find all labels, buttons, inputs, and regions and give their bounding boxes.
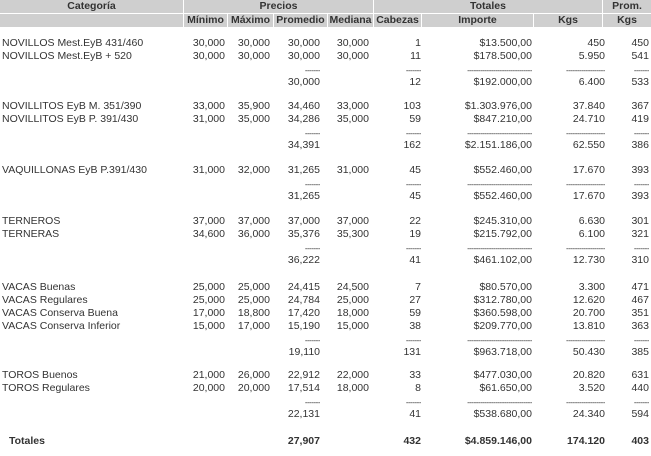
category-label: VAQUILLONAS EyB P.391/430 [2,164,147,176]
cell-imp: $477.030,00 [473,369,532,381]
cell-imp: $1.303.976,00 [464,100,532,112]
subtotal-avg: 34,391 [287,139,320,151]
cell-prom: 631 [631,369,649,381]
separator-dashes: ------- [405,245,421,253]
cell-min: 20,000 [192,382,225,394]
category-label: VACAS Conserva Inferior [2,320,121,332]
separator-dashes: ------------------------------ [467,337,532,345]
cell-med: 22,000 [336,369,369,381]
cell-avg: 35,376 [287,228,320,240]
category-label: VACAS Regulares [2,294,88,306]
cell-med: 25,000 [336,294,369,306]
subtotal-prom: 310 [631,254,649,266]
cell-prom: 363 [631,320,649,332]
subtotal-cab: 131 [403,346,421,358]
subtotal-cab: 45 [409,190,421,202]
separator-dashes: ------------------------------ [467,181,532,189]
cell-kgs: 6.100 [578,228,605,240]
cell-max: 20,000 [237,382,270,394]
cell-max: 36,000 [237,228,270,240]
subtotal-imp: $538.680,00 [473,408,532,420]
cell-imp: $245.310,00 [473,215,532,227]
header-maximo: Máximo [228,14,273,27]
separator-dashes: ------- [633,245,649,253]
cell-imp: $209.770,00 [473,320,532,332]
cell-min: 25,000 [192,294,225,306]
cell-kgs: 450 [587,37,605,49]
cell-min: 15,000 [192,320,225,332]
cell-kgs: 3.300 [578,281,605,293]
separator-dashes: ------------------ [566,181,605,189]
cell-kgs: 6.630 [578,215,605,227]
subtotal-prom: 386 [631,139,649,151]
cell-cab: 33 [409,369,421,381]
cell-avg: 31,265 [287,164,320,176]
cell-min: 34,600 [192,228,225,240]
header-importe: Importe [422,14,533,27]
subtotal-imp: $552.460,00 [473,190,532,202]
header-blank [0,14,183,27]
subtotal-avg: 30,000 [287,76,320,88]
cell-min: 30,000 [192,37,225,49]
cell-med: 35,300 [336,228,369,240]
cell-avg: 30,000 [287,50,320,62]
subtotal-prom: 393 [631,190,649,202]
cell-cab: 38 [409,320,421,332]
separator-dashes: ------- [405,399,421,407]
header-categoria: Categoría [0,0,183,13]
subtotal-kgs: 6.400 [578,76,605,88]
subtotal-imp: $963.718,00 [473,346,532,358]
cell-max: 32,000 [237,164,270,176]
separator-dashes: ------- [633,67,649,75]
subtotal-kgs: 24.340 [572,408,605,420]
subtotal-prom: 594 [631,408,649,420]
cell-med: 35,000 [336,113,369,125]
cell-kgs: 12.620 [572,294,605,306]
cell-prom: 351 [631,307,649,319]
cell-avg: 15,190 [287,320,320,332]
cell-cab: 45 [409,164,421,176]
separator-dashes: ------- [405,181,421,189]
separator-dashes: ------------------------------ [467,130,532,138]
cell-cab: 27 [409,294,421,306]
cell-min: 31,000 [192,164,225,176]
cell-avg: 22,912 [287,369,320,381]
separator-dashes: ------- [633,399,649,407]
subtotal-cab: 12 [409,76,421,88]
separator-dashes: ------- [633,130,649,138]
cell-max: 25,000 [237,294,270,306]
cell-avg: 17,514 [287,382,320,394]
separator-dashes: ------- [304,67,320,75]
cell-cab: 8 [415,382,421,394]
subtotal-prom: 385 [631,346,649,358]
cell-kgs: 3.520 [578,382,605,394]
cell-imp: $215.792,00 [473,228,532,240]
cell-min: 17,000 [192,307,225,319]
separator-dashes: ------- [633,181,649,189]
subtotal-avg: 19,110 [288,346,320,358]
total-imp: $4.859.146,00 [464,435,532,447]
cell-kgs: 13.810 [572,320,605,332]
cell-min: 37,000 [192,215,225,227]
cell-prom: 321 [631,228,649,240]
separator-dashes: ------------------------------ [467,399,532,407]
total-prom: 403 [631,435,649,447]
category-label: NOVILLITOS EyB P. 391/430 [2,113,139,125]
cell-min: 30,000 [192,50,225,62]
category-label: VACAS Conserva Buena [2,307,118,319]
header-prom-kgs: Kgs [603,14,651,27]
subtotal-imp: $192.000,00 [473,76,532,88]
cell-prom: 301 [631,215,649,227]
cell-imp: $13.500,00 [479,37,532,49]
cell-med: 15,000 [336,320,369,332]
subtotal-avg: 36,222 [287,254,320,266]
separator-dashes: ------------------------------ [467,67,532,75]
cell-prom: 450 [631,37,649,49]
separator-dashes: ------------------ [566,245,605,253]
subtotal-kgs: 62.550 [572,139,605,151]
category-label: TOROS Buenos [2,369,78,381]
subtotal-kgs: 17.670 [572,190,605,202]
header-mediana: Mediana [329,14,372,26]
separator-dashes: ------- [405,130,421,138]
separator-dashes: ------- [405,67,421,75]
cell-max: 18,800 [237,307,270,319]
subtotal-avg: 22,131 [287,408,320,420]
cell-max: 30,000 [237,50,270,62]
cell-max: 37,000 [237,215,270,227]
totals-label: Totales [9,435,45,447]
separator-dashes: ------------------ [566,399,605,407]
cell-imp: $61.650,00 [479,382,532,394]
cell-cab: 103 [403,100,421,112]
cell-avg: 34,460 [287,100,320,112]
cell-max: 25,000 [237,281,270,293]
category-label: NOVILLITOS EyB M. 351/390 [2,100,142,112]
cell-prom: 419 [631,113,649,125]
cell-cab: 11 [410,50,421,62]
cell-med: 37,000 [336,215,369,227]
subtotal-cab: 41 [409,408,421,420]
subtotal-cab: 162 [403,139,421,151]
cell-min: 25,000 [192,281,225,293]
subtotal-avg: 31,265 [287,190,320,202]
subtotal-kgs: 50.430 [572,346,605,358]
header-kgs: Kgs [534,14,602,27]
cell-avg: 34,286 [287,113,320,125]
subtotal-imp: $461.102,00 [473,254,532,266]
cell-cab: 59 [409,307,421,319]
category-label: NOVILLOS Mest.EyB 431/460 [2,37,144,49]
cell-min: 33,000 [192,100,225,112]
cell-kgs: 20.700 [572,307,605,319]
header-precios: Precios [184,0,373,13]
separator-dashes: ------------------------------ [467,245,532,253]
cell-min: 31,000 [192,113,225,125]
cell-med: 30,000 [336,50,369,62]
cell-avg: 24,415 [287,281,320,293]
separator-dashes: ------------------ [566,67,605,75]
cell-prom: 367 [631,100,649,112]
cell-prom: 440 [631,382,649,394]
separator-dashes: ------------------ [566,337,605,345]
header-prom: Prom. [603,0,651,13]
category-label: VACAS Buenas [2,281,76,293]
cell-max: 17,000 [237,320,270,332]
header-totales: Totales [374,0,602,13]
subtotal-imp: $2.151.186,00 [464,139,532,151]
separator-dashes: ------- [405,337,421,345]
cell-cab: 7 [415,281,421,293]
separator-dashes: ------- [304,130,320,138]
cell-prom: 541 [631,50,649,62]
cell-imp: $80.570,00 [479,281,532,293]
cell-cab: 59 [409,113,421,125]
cell-max: 30,000 [237,37,270,49]
cell-kgs: 20.820 [572,369,605,381]
subtotal-kgs: 12.730 [572,254,605,266]
cell-imp: $552.460,00 [473,164,532,176]
cell-avg: 17,420 [287,307,320,319]
separator-dashes: ------- [633,337,649,345]
category-label: TOROS Regulares [2,382,90,394]
cell-med: 31,000 [336,164,369,176]
cell-prom: 471 [631,281,649,293]
cell-kgs: 5.950 [578,50,605,62]
cell-imp: $847.210,00 [473,113,532,125]
cell-kgs: 17.670 [572,164,605,176]
cell-kgs: 37.840 [572,100,605,112]
cell-prom: 467 [631,294,649,306]
cell-med: 18,000 [336,382,369,394]
separator-dashes: ------- [304,181,320,189]
cell-cab: 1 [415,37,421,49]
cell-cab: 19 [409,228,421,240]
cell-prom: 393 [631,164,649,176]
cell-max: 35,000 [237,113,270,125]
cell-cab: 22 [409,215,421,227]
cell-imp: $178.500,00 [473,50,532,62]
total-cab: 432 [403,435,421,447]
cell-imp: $312.780,00 [473,294,532,306]
header-cabezas: Cabezas [374,14,421,27]
cell-avg: 24,784 [287,294,320,306]
category-label: NOVILLOS Mest.EyB + 520 [2,50,132,62]
category-label: TERNEROS [2,215,61,227]
header-minimo: Mínimo [184,14,227,27]
subtotal-prom: 533 [631,76,649,88]
subtotal-cab: 41 [409,254,421,266]
cell-med: 33,000 [336,100,369,112]
cell-avg: 30,000 [287,37,320,49]
category-label: TERNERAS [2,228,60,240]
cell-max: 26,000 [237,369,270,381]
separator-dashes: ------------------ [566,130,605,138]
separator-dashes: ------- [304,399,320,407]
cell-imp: $360.598,00 [473,307,532,319]
cell-kgs: 24.710 [572,113,605,125]
cell-med: 30,000 [336,37,369,49]
cell-med: 24,500 [336,281,369,293]
separator-dashes: ------- [304,337,320,345]
cell-avg: 37,000 [287,215,320,227]
cell-med: 18,000 [336,307,369,319]
header-promedio: Promedio [274,14,327,27]
cell-max: 35,900 [237,100,270,112]
total-avg: 27,907 [287,435,320,447]
total-kgs: 174.120 [567,435,605,447]
separator-dashes: ------- [304,245,320,253]
cell-min: 21,000 [192,369,225,381]
